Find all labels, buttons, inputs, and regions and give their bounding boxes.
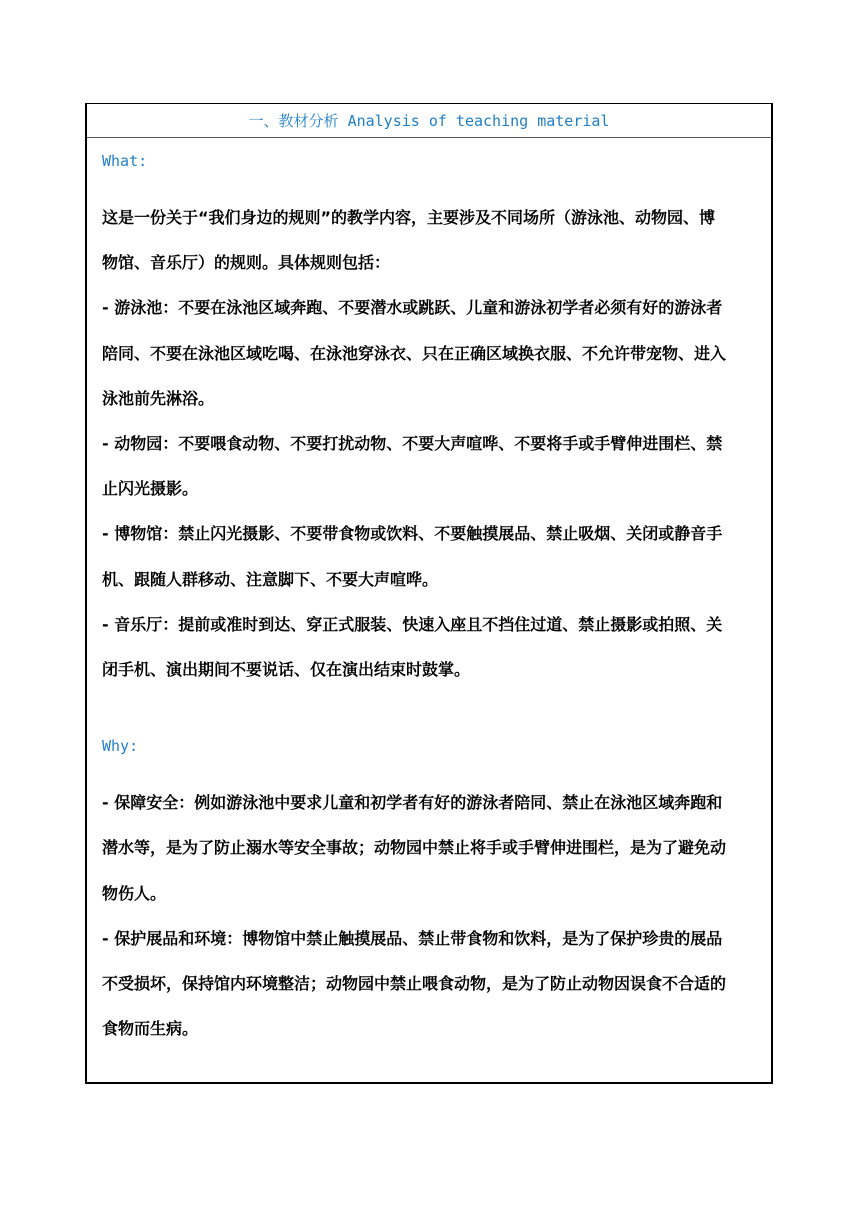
why-line: 食物而生病。: [102, 1019, 199, 1039]
what-line: 止闪光摄影。: [102, 479, 199, 499]
what-line: 闭手机、演出期间不要说话、仅在演出结束时鼓掌。: [102, 660, 471, 680]
why-label: Why:: [102, 737, 139, 756]
spacer: [102, 692, 771, 735]
table-body: [87, 138, 771, 1051]
what-line: - 博物馆：禁止闪光摄影、不要带食物或饮料、不要触摸展品、禁止吸烟、关闭或静音手: [102, 524, 723, 544]
what-line: - 游泳池：不要在泳池区域奔跑、不要潜水或跳跃、儿童和游泳初学者必须有好的游泳者: [102, 298, 723, 318]
what-line: 泳池前先淋浴。: [102, 388, 215, 408]
what-label: What:: [102, 152, 148, 170]
teaching-material-table: [85, 103, 773, 1084]
why-line: 潜水等，是为了防止溺水等安全事故；动物园中禁止将手或手臂伸进围栏，是为了避免动: [102, 838, 727, 858]
why-line: - 保障安全：例如游泳池中要求儿童和初学者有好的游泳者陪同、禁止在泳池区域奔跑和: [102, 793, 723, 813]
what-line: 陪同、不要在泳池区域吃喝、在泳池穿泳衣、只在正确区域换衣服、不允许带宠物、进入: [102, 343, 727, 363]
why-line: 物伤人。: [102, 883, 167, 903]
what-line: - 动物园：不要喂食动物、不要打扰动物、不要大声喧哗、不要将手或手臂伸进围栏、禁: [102, 434, 723, 454]
why-line: - 保护展品和环境：博物馆中禁止触摸展品、禁止带食物和饮料，是为了保护珍贵的展品: [102, 928, 723, 948]
why-line: 不受损坏，保持馆内环境整洁；动物园中禁止喂食动物，是为了防止动物因误食不合适的: [102, 974, 727, 994]
section-title: 一、教材分析 Analysis of teaching material: [248, 112, 610, 130]
what-line: - 音乐厅：提前或准时到达、穿正式服装、快速入座且不挡住过道、禁止摄影或拍照、关: [102, 614, 723, 634]
what-line: 这是一份关于“我们身边的规则”的教学内容，主要涉及不同场所（游泳池、动物园、博: [102, 208, 716, 227]
what-line: 机、跟随人群移动、注意脚下、不要大声喧哗。: [102, 569, 439, 589]
table-header: [87, 104, 771, 138]
what-line: 物馆、音乐厅）的规则。具体规则包括：: [102, 253, 391, 273]
